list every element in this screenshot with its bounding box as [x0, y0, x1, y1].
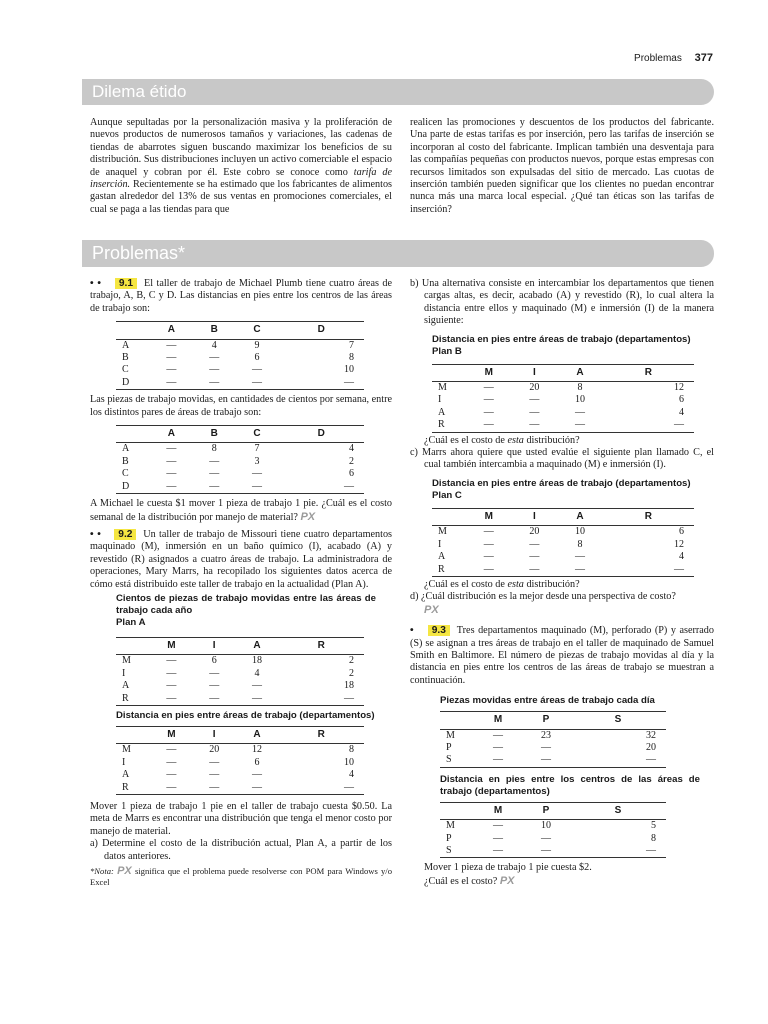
table-header-cell: M	[150, 726, 193, 743]
ethics-left-column	[90, 117, 392, 216]
row-label: D	[116, 377, 150, 390]
table-cell: 8	[577, 382, 583, 394]
table-cell: 2	[349, 655, 354, 667]
table-cell: —	[574, 551, 585, 563]
table-row	[116, 655, 364, 668]
table-cell: 12	[251, 744, 262, 756]
table-header-cell: C	[236, 322, 279, 339]
table-cell: 10	[574, 526, 585, 538]
table-cell: —	[166, 352, 177, 364]
row-label: A	[122, 680, 130, 692]
p92-plan-c-table	[432, 508, 694, 577]
row-label: I	[122, 756, 126, 768]
table-cell: 6	[349, 468, 354, 480]
table-header-cell	[116, 726, 150, 743]
row-label: S	[440, 845, 474, 858]
table-cell: —	[166, 744, 177, 756]
table-row	[116, 668, 364, 680]
ethics-banner	[82, 79, 714, 105]
table-cell: —	[236, 481, 279, 494]
table-header-cell	[432, 364, 466, 381]
footnote: *Nota: PX significa que el problema puede resolverse con POM para Windows y/o Excel	[90, 865, 392, 888]
problem-9-3-number: 9.3	[428, 625, 450, 636]
table-header-cell: R	[278, 637, 364, 654]
table-cell: —	[529, 406, 540, 418]
table-cell: —	[251, 680, 262, 692]
table-cell: —	[529, 551, 540, 563]
table-cell: —	[529, 538, 540, 550]
running-header	[634, 52, 713, 64]
table-header-cell	[116, 637, 150, 654]
table-cell: —	[251, 364, 262, 376]
table-row	[116, 680, 364, 692]
table-cell: —	[209, 455, 220, 467]
row-label: A	[438, 551, 446, 563]
table-row	[440, 742, 666, 754]
row-label: M	[438, 526, 447, 538]
table-cell: 4	[349, 443, 354, 455]
p92-plan-c-label: Plan C	[432, 489, 462, 501]
table-cell: 12	[674, 382, 684, 394]
table-row	[116, 443, 364, 456]
table-header-cell: A	[150, 322, 193, 339]
table-cell: —	[522, 754, 570, 767]
p93-caption-distance: Distancia en pies entre los centros de las áreas de trabajo (departamentos)	[440, 773, 700, 797]
table-cell: —	[193, 377, 236, 390]
table-cell: —	[166, 443, 177, 455]
table-header-cell: A	[557, 508, 603, 525]
table-row	[432, 564, 694, 577]
table-row	[116, 468, 364, 480]
table-cell: —	[150, 782, 193, 795]
table-cell: 2	[349, 455, 354, 467]
table-row	[116, 782, 364, 795]
table-header-cell	[440, 712, 474, 729]
row-label: I	[122, 667, 126, 679]
table-header-cell: R	[603, 508, 694, 525]
table-cell: 4	[349, 769, 354, 781]
table-header-cell: B	[193, 322, 236, 339]
table-cell: 18	[251, 655, 262, 667]
table-row	[440, 833, 666, 845]
row-label: R	[432, 564, 466, 577]
table-row	[432, 526, 694, 539]
table-cell: —	[570, 754, 666, 767]
table-cell: —	[474, 754, 522, 767]
table-row	[432, 382, 694, 395]
table-cell: 32	[646, 729, 656, 741]
row-label: R	[116, 693, 150, 706]
table-header-cell: M	[474, 712, 522, 729]
table-cell: —	[483, 382, 494, 394]
table-cell: —	[522, 845, 570, 858]
row-label: B	[122, 352, 129, 364]
problem-9-2-item-a: a) Determine el costo de la distribución actual, Plan A, a partir de los datos anteriores.	[90, 838, 392, 862]
table-cell: 4	[679, 406, 684, 418]
table-cell: —	[466, 564, 512, 577]
table-cell: —	[278, 377, 364, 390]
p91-distance-table	[116, 321, 364, 390]
table-cell: —	[193, 782, 236, 795]
row-label: S	[440, 754, 474, 767]
table-header-cell: S	[570, 712, 666, 729]
p91-loads-table	[116, 425, 364, 494]
table-cell: 20	[209, 744, 220, 756]
table-cell: —	[209, 364, 220, 376]
table-row	[440, 754, 666, 767]
table-header-cell: M	[150, 637, 193, 654]
p92-plan-a-loads-table	[116, 637, 364, 706]
row-label: M	[446, 820, 455, 832]
table-cell: —	[209, 680, 220, 692]
problem-9-1-number: 9.1	[115, 278, 137, 289]
problem-9-2-after: Mover 1 pieza de trabajo 1 pie en el taller de trabajo cuesta $0.50. La meta de Marrs es encontrar una distribución que tenga el menor costo por manejo de material.	[90, 801, 392, 837]
problems-left-column	[90, 278, 392, 888]
table-header-cell: D	[278, 426, 364, 443]
problem-9-2-item-d: d) ¿Cuál distribución es la mejor desde una perspectiva de costo?	[410, 591, 676, 603]
p92-caption-loads: Cientos de piezas de trabajo movidas entre las áreas de trabajo cada año	[116, 592, 376, 616]
row-label: A	[122, 443, 130, 455]
table-row	[116, 352, 364, 364]
table-cell: 6	[254, 352, 260, 364]
table-header-cell	[440, 802, 474, 819]
table-cell: —	[493, 729, 503, 741]
row-label: M	[438, 382, 447, 394]
table-header-cell: P	[522, 712, 570, 729]
row-label: A	[438, 406, 446, 418]
row-label: M	[122, 744, 131, 756]
p92-caption-b: Distancia en pies entre áreas de trabajo (departamentos)	[432, 333, 691, 345]
table-cell: 20	[529, 526, 540, 538]
table-cell: 6	[254, 756, 260, 768]
row-label: P	[446, 741, 452, 753]
table-cell: —	[236, 782, 279, 795]
problem-9-2-question-b: ¿Cuál es el costo de esta distribución?	[424, 434, 580, 446]
table-cell: —	[209, 468, 220, 480]
problem-9-2-intro: • • 9.2 Un taller de trabajo de Missouri tiene cuatro departamentos maquinado (M), inmersión en un baño químico (I), acabado (A) y revestido (R) asignados a cuatro áreas de trabajo. La administradora de operaciones, Mary Marrs, ha recopilado los siguientes datos acerca de cómo está distribuido este taller de trabajo en la actualidad (Plan A).	[90, 528, 392, 590]
table-cell: —	[603, 564, 694, 577]
table-row	[116, 364, 364, 376]
table-row	[116, 757, 364, 769]
table-cell: —	[493, 832, 503, 844]
table-cell: 7	[349, 339, 354, 351]
table-cell: 8	[349, 744, 354, 756]
table-cell: 4	[254, 667, 260, 679]
px-icon: PX	[424, 603, 439, 616]
table-cell: 18	[344, 680, 354, 692]
table-cell: 4	[679, 551, 684, 563]
table-header-cell: R	[603, 364, 694, 381]
row-label: R	[116, 782, 150, 795]
row-label: C	[122, 468, 129, 480]
table-cell: —	[166, 769, 177, 781]
table-cell: —	[483, 551, 494, 563]
row-label: C	[122, 364, 129, 376]
table-cell: 12	[674, 538, 684, 550]
problem-9-1-mid: Las piezas de trabajo movidas, en cantidades de cientos por semana, entre los distintos pares de áreas de trabajo son:	[90, 394, 392, 418]
table-cell: 4	[211, 339, 217, 351]
table-cell: —	[150, 481, 193, 494]
problem-9-2-item-c: c) Marrs ahora quiere que usted evalúe el siguiente plan llamado C, el cual también intercambia a maquinado (M) e inmersión (I).	[410, 447, 714, 471]
table-header-cell: A	[557, 364, 603, 381]
table-cell: —	[541, 741, 551, 753]
table-cell: —	[278, 782, 364, 795]
table-cell: 3	[254, 455, 260, 467]
p92-plan-a-distance-table	[116, 726, 364, 795]
table-cell: —	[166, 655, 177, 667]
p92-caption-distance: Distancia en pies entre áreas de trabajo (departamentos)	[116, 709, 375, 721]
table-row	[440, 729, 666, 742]
table-header-cell: P	[522, 802, 570, 819]
table-cell: —	[193, 693, 236, 706]
table-row	[116, 769, 364, 781]
table-header-cell: R	[278, 726, 364, 743]
p92-plan-a-label: Plan A	[116, 616, 146, 628]
table-cell: —	[166, 364, 177, 376]
table-row	[116, 377, 364, 390]
ethics-right-column	[410, 117, 714, 216]
problem-9-1-intro: • • 9.1 El taller de trabajo de Michael Plumb tiene cuatro áreas de trabajo, A, B, C y D. Las distancias en pies entre los centros de las áreas de trabajo son:	[90, 278, 393, 314]
page-number: 377	[694, 52, 713, 64]
table-cell: 20	[529, 382, 540, 394]
p92-plan-b-table	[432, 364, 694, 433]
table-cell: —	[529, 394, 540, 406]
table-row	[432, 394, 694, 406]
table-row	[116, 339, 364, 352]
row-label: P	[446, 832, 452, 844]
ethics-left-paragraph: Aunque sepultadas por la personalización masiva y la proliferación de nuevos productos de numerosos tamaños y variaciones, las cadenas de tiendas de abarrotes siguen buscando maximizar los beneficios de su distribución. Sus distribuciones incluyen un activo comerciable el espacio de anaquel y cobran por él. Este cobro se conoce como tarifa de inserción. Recientemente se ha estimado que los fabricantes de alimentos gastan alrededor del 13% de sus ventas en promociones comerciales, el cual se paga a las tiendas para que	[90, 117, 392, 215]
table-header-cell: C	[236, 426, 279, 443]
table-cell: —	[236, 377, 279, 390]
problem-9-3-question: ¿Cuál es el costo? PX	[424, 874, 515, 887]
table-cell: —	[209, 667, 220, 679]
ethics-right-paragraph: realicen las promociones y descuentos de los productos del fabricante. Una parte de estas tarifas es por inserción, pero las tarifas de inserción se incorporan al costo del fabricante. Implican también una desventaja para las compañías pequeñas con productos nuevos, porque estas empresas con recursos limitados son expulsadas del sitio de mercado. Las cuotas de inserción también pueden significar que los clientes no puedan encontrar nunca más una marca local especial. ¿Qué tan éticas son las tarifas de inserción?	[410, 117, 714, 215]
px-icon-line	[410, 604, 714, 617]
table-cell: —	[166, 339, 177, 351]
table-row	[432, 419, 694, 432]
p92-caption-c: Distancia en pies entre áreas de trabajo (departamentos)	[432, 477, 691, 489]
table-header-cell: I	[193, 637, 236, 654]
table-cell: —	[483, 538, 494, 550]
table-header-cell: A	[150, 426, 193, 443]
table-header-cell: S	[570, 802, 666, 819]
row-label: M	[446, 729, 455, 741]
row-label: D	[116, 481, 150, 494]
table-cell: 6	[679, 526, 684, 538]
row-label: R	[432, 419, 466, 432]
table-header-cell	[116, 322, 150, 339]
table-cell: —	[166, 667, 177, 679]
table-cell: 2	[349, 667, 354, 679]
table-row	[116, 744, 364, 757]
table-cell: 8	[211, 443, 217, 455]
table-cell: —	[209, 352, 220, 364]
problems-banner	[82, 240, 714, 267]
section-name: Problemas	[634, 53, 682, 64]
table-header-cell: I	[193, 726, 236, 743]
row-label: M	[122, 655, 131, 667]
table-header-cell: A	[236, 726, 279, 743]
table-row	[116, 481, 364, 494]
table-cell: 10	[344, 756, 354, 768]
ethics-title: Dilema étido	[92, 82, 187, 101]
table-cell: —	[483, 394, 494, 406]
problems-title: Problemas*	[92, 243, 186, 263]
table-header-cell: D	[278, 322, 364, 339]
problem-9-2-number: 9.2	[114, 529, 136, 540]
table-cell: —	[466, 419, 512, 432]
table-cell: —	[193, 481, 236, 494]
table-cell: 10	[541, 820, 551, 832]
row-label: I	[438, 394, 442, 406]
table-cell: —	[236, 693, 279, 706]
table-row	[432, 551, 694, 563]
table-cell: 23	[541, 729, 551, 741]
problem-9-3-cost-note: Mover 1 pieza de trabajo 1 pie cuesta $2.	[424, 862, 592, 874]
table-cell: —	[278, 693, 364, 706]
table-cell: —	[166, 455, 177, 467]
table-cell: —	[557, 564, 603, 577]
table-row	[116, 693, 364, 706]
table-cell: 8	[577, 538, 583, 550]
table-cell: 6	[211, 655, 217, 667]
px-icon: PX	[499, 874, 515, 887]
p93-caption-loads: Piezas movidas entre áreas de trabajo cada día	[440, 695, 655, 707]
table-cell: —	[209, 769, 220, 781]
table-cell: —	[278, 481, 364, 494]
table-cell: 8	[349, 352, 354, 364]
row-label: A	[122, 769, 130, 781]
table-cell: —	[474, 845, 522, 858]
problem-9-1-question: A Michael le cuesta $1 mover 1 pieza de trabajo 1 pie. ¿Cuál es el costo semanal de la distribución por manejo de material? PX	[90, 498, 392, 523]
table-cell: 10	[344, 364, 354, 376]
table-cell: 9	[254, 339, 260, 351]
problems-right-column	[410, 278, 714, 888]
table-row	[116, 456, 364, 468]
table-cell: —	[483, 406, 494, 418]
problem-9-2-item-b: b) Una alternativa consiste en intercambiar los departamentos que tienen cargas altas, es decir, acabado (A) y revestido (R), lo cual altera la distancia entre ellos y maquinado (M) e inmersión (I) de la manera siguiente:	[410, 278, 714, 327]
table-cell: —	[570, 845, 666, 858]
table-cell: 20	[646, 741, 656, 753]
p93-distance-table	[440, 802, 666, 859]
table-cell: —	[251, 769, 262, 781]
table-cell: —	[493, 741, 503, 753]
table-cell: —	[166, 756, 177, 768]
table-row	[432, 407, 694, 419]
problem-9-2-question-c: ¿Cuál es el costo de esta distribución?	[424, 578, 580, 590]
table-cell: 5	[651, 820, 656, 832]
table-row	[440, 820, 666, 833]
table-header-cell: B	[193, 426, 236, 443]
table-header-cell: A	[236, 637, 279, 654]
table-cell: —	[603, 419, 694, 432]
table-cell: —	[166, 680, 177, 692]
table-cell: —	[541, 832, 551, 844]
table-cell: —	[166, 468, 177, 480]
table-cell: —	[493, 820, 503, 832]
table-cell: —	[512, 564, 558, 577]
row-label: I	[438, 538, 442, 550]
table-row	[432, 539, 694, 551]
table-header-cell	[432, 508, 466, 525]
table-cell: —	[251, 468, 262, 480]
table-row	[440, 845, 666, 858]
px-icon: PX	[117, 865, 132, 878]
table-header-cell: M	[474, 802, 522, 819]
row-label: A	[122, 339, 130, 351]
table-cell: 8	[651, 832, 656, 844]
table-cell: —	[209, 756, 220, 768]
table-cell: —	[557, 419, 603, 432]
px-icon: PX	[300, 510, 316, 523]
problem-9-3-intro: • 9.3 Tres departamentos maquinado (M), perforado (P) y aserrado (S) se asignan a tres áreas de trabajo en el taller de maquinado de Samuel Smith en Baltimore. El número de piezas de trabajo movidas al día y la distancia en pies entre los centros de las áreas de trabajo se muestran a continuación.	[410, 625, 714, 686]
table-cell: —	[150, 377, 193, 390]
table-cell: —	[512, 419, 558, 432]
table-cell: 10	[574, 394, 585, 406]
table-header-cell: M	[466, 508, 512, 525]
table-cell: 7	[254, 443, 260, 455]
table-header-cell	[116, 426, 150, 443]
p93-loads-table	[440, 711, 666, 768]
table-cell: 6	[679, 394, 684, 406]
table-header-cell: M	[466, 364, 512, 381]
table-cell: —	[150, 693, 193, 706]
p92-plan-b-label: Plan B	[432, 345, 462, 357]
table-cell: —	[483, 526, 494, 538]
table-header-cell: I	[512, 364, 558, 381]
row-label: B	[122, 455, 129, 467]
table-header-cell: I	[512, 508, 558, 525]
table-cell: —	[574, 406, 585, 418]
